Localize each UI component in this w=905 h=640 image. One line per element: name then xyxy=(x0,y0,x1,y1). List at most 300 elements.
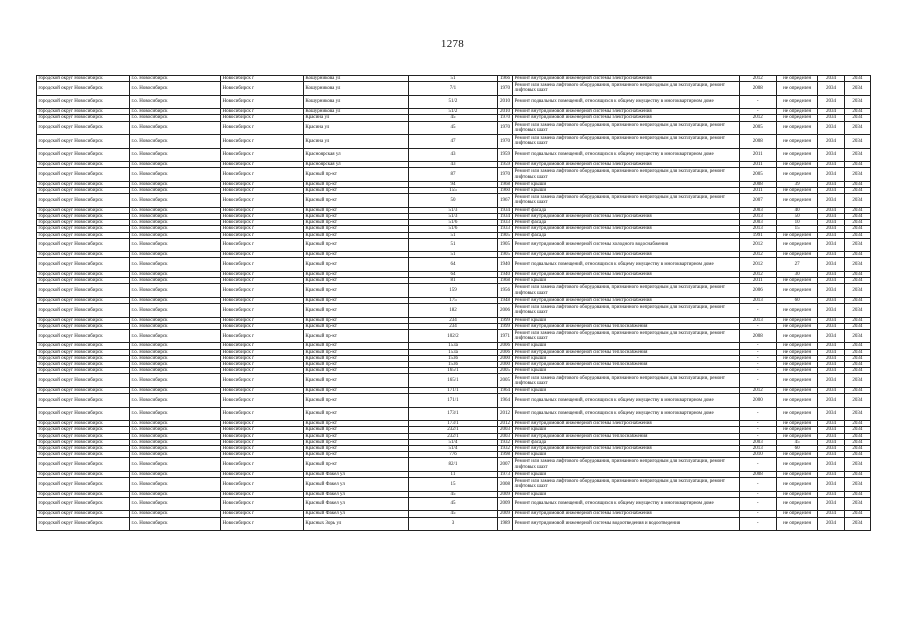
plan-end-year-cell: 2034 xyxy=(844,497,870,511)
house-number-cell: 155 xyxy=(408,188,497,194)
settlement-cell: г.о. Новосибирск xyxy=(130,349,221,355)
table-row xyxy=(37,148,871,162)
house-number-cell: 51/3 xyxy=(408,213,497,219)
house-number-cell: 173/1 xyxy=(408,407,497,421)
wear-percent-cell: не определен xyxy=(776,284,817,298)
street-cell: Красный пр-кт xyxy=(303,394,408,408)
house-number-cell: 50 xyxy=(408,194,497,208)
build-year-cell: 1970 xyxy=(497,121,512,135)
settlement-cell: г.о. Новосибирск xyxy=(130,304,221,318)
plan-end-year-cell: 2034 xyxy=(844,491,870,497)
last-repair-year-cell: - xyxy=(739,427,776,433)
build-year-cell: 2006 xyxy=(497,304,512,318)
table-row xyxy=(37,194,871,208)
last-repair-year-cell: 2012 xyxy=(739,258,776,272)
house-number-cell: 159 xyxy=(408,284,497,298)
settlement-cell: г.о. Новосибирск xyxy=(130,95,221,109)
wear-percent-cell: не определен xyxy=(776,394,817,408)
repair-work-cell: Ремонт подвальных помещений, относящихся к общему имуществу в многоквартирном доме xyxy=(513,258,739,272)
locality-cell: Новосибирск г xyxy=(220,355,303,361)
locality-cell: Новосибирск г xyxy=(220,121,303,135)
locality-cell: Новосибирск г xyxy=(220,329,303,343)
last-repair-year-cell: 2000 xyxy=(739,394,776,408)
repair-work-cell: Ремонт фасада xyxy=(513,220,739,226)
build-year-cell: 1960 xyxy=(497,188,512,194)
last-repair-year-cell: 2008 xyxy=(739,471,776,477)
municipality-cell: городской округ Новосибирск xyxy=(37,194,130,208)
house-number-cell: 153а xyxy=(408,343,497,349)
repair-work-cell: Ремонт или замена лифтового оборудования, признанного непригодным для эксплуатации, ремонт лифтовых шахт xyxy=(513,329,739,343)
build-year-cell: 1933 xyxy=(497,226,512,232)
house-number-cell: 45 xyxy=(408,115,497,121)
wear-percent-cell: не определен xyxy=(776,194,817,208)
capital-repair-register-table xyxy=(36,75,871,531)
plan-start-year-cell: 2034 xyxy=(818,387,844,393)
last-repair-year-cell: 2012 xyxy=(739,115,776,121)
last-repair-year-cell: - xyxy=(739,304,776,318)
last-repair-year-cell: - xyxy=(739,421,776,427)
repair-work-cell: Ремонт крыши xyxy=(513,471,739,477)
plan-start-year-cell: 2034 xyxy=(818,135,844,149)
house-number-cell: 171/1 xyxy=(408,387,497,393)
settlement-cell: г.о. Новосибирск xyxy=(130,491,221,497)
house-number-cell: 51/6 xyxy=(408,220,497,226)
municipality-cell: городской округ Новосибирск xyxy=(37,329,130,343)
house-number-cell: 232/1 xyxy=(408,433,497,439)
wear-percent-cell: не определен xyxy=(776,162,817,168)
build-year-cell: 2008 xyxy=(497,478,512,492)
plan-start-year-cell: 2034 xyxy=(818,271,844,277)
last-repair-year-cell: - xyxy=(739,458,776,472)
settlement-cell: г.о. Новосибирск xyxy=(130,207,221,213)
plan-end-year-cell: 2034 xyxy=(844,349,870,355)
locality-cell: Новосибирск г xyxy=(220,115,303,121)
wear-percent-cell: не определен xyxy=(776,517,817,531)
plan-start-year-cell: 2034 xyxy=(818,148,844,162)
street-cell: Красный Факел ул xyxy=(303,471,408,477)
build-year-cell: 1970 xyxy=(497,168,512,182)
municipality-cell: городской округ Новосибирск xyxy=(37,445,130,451)
plan-start-year-cell: 2034 xyxy=(818,433,844,439)
repair-work-cell: Ремонт внутридомовой инженерной системы электроснабжения xyxy=(513,511,739,517)
locality-cell: Новосибирск г xyxy=(220,168,303,182)
settlement-cell: г.о. Новосибирск xyxy=(130,181,221,187)
build-year-cell: 1905 xyxy=(497,238,512,252)
street-cell: Кошурникова ул xyxy=(303,95,408,109)
last-repair-year-cell: 2007 xyxy=(739,194,776,208)
settlement-cell: г.о. Новосибирск xyxy=(130,439,221,445)
locality-cell: Новосибирск г xyxy=(220,194,303,208)
house-number-cell: 15 xyxy=(408,478,497,492)
house-number-cell: 165/1 xyxy=(408,368,497,374)
table-row xyxy=(37,121,871,135)
municipality-cell: городской округ Новосибирск xyxy=(37,220,130,226)
last-repair-year-cell: 2003 xyxy=(739,439,776,445)
settlement-cell: г.о. Новосибирск xyxy=(130,258,221,272)
plan-start-year-cell: 2034 xyxy=(818,194,844,208)
locality-cell: Новосибирск г xyxy=(220,297,303,303)
settlement-cell: г.о. Новосибирск xyxy=(130,478,221,492)
municipality-cell: городской округ Новосибирск xyxy=(37,148,130,162)
plan-end-year-cell: 2034 xyxy=(844,148,870,162)
plan-start-year-cell: 2034 xyxy=(818,188,844,194)
repair-work-cell: Ремонт крыши xyxy=(513,317,739,323)
settlement-cell: г.о. Новосибирск xyxy=(130,394,221,408)
build-year-cell: 1999 xyxy=(497,317,512,323)
settlement-cell: г.о. Новосибирск xyxy=(130,121,221,135)
wear-percent-cell: 60 xyxy=(776,445,817,451)
wear-percent-cell: 39 xyxy=(776,181,817,187)
street-cell: Красный пр-кт xyxy=(303,355,408,361)
settlement-cell: г.о. Новосибирск xyxy=(130,238,221,252)
plan-start-year-cell: 2034 xyxy=(818,121,844,135)
plan-end-year-cell: 2034 xyxy=(844,213,870,219)
repair-work-cell: Ремонт крыши xyxy=(513,181,739,187)
street-cell: Кошурникова ул xyxy=(303,109,408,115)
repair-work-cell: Ремонт внутридомовой инженерной системы электроснабжения xyxy=(513,421,739,427)
last-repair-year-cell: 2008 xyxy=(739,82,776,96)
last-repair-year-cell: 2008 xyxy=(739,181,776,187)
locality-cell: Новосибирск г xyxy=(220,317,303,323)
house-number-cell: 3 xyxy=(408,517,497,531)
house-number-cell: 171/1 xyxy=(408,394,497,408)
wear-percent-cell: 60 xyxy=(776,297,817,303)
last-repair-year-cell: - xyxy=(739,109,776,115)
plan-start-year-cell: 2034 xyxy=(818,220,844,226)
plan-start-year-cell: 2034 xyxy=(818,278,844,284)
table-row xyxy=(37,517,871,531)
settlement-cell: г.о. Новосибирск xyxy=(130,226,221,232)
plan-end-year-cell: 2034 xyxy=(844,76,870,82)
repair-work-cell: Ремонт подвальных помещений, относящихся к общему имуществу в многоквартирном доме xyxy=(513,497,739,511)
locality-cell: Новосибирск г xyxy=(220,188,303,194)
municipality-cell: городской округ Новосибирск xyxy=(37,407,130,421)
locality-cell: Новосибирск г xyxy=(220,491,303,497)
settlement-cell: г.о. Новосибирск xyxy=(130,162,221,168)
house-number-cell: 51 xyxy=(408,232,497,238)
plan-end-year-cell: 2034 xyxy=(844,271,870,277)
municipality-cell: городской округ Новосибирск xyxy=(37,213,130,219)
build-year-cell: 2000 xyxy=(497,355,512,361)
plan-end-year-cell: 2034 xyxy=(844,368,870,374)
build-year-cell: 1970 xyxy=(497,115,512,121)
settlement-cell: г.о. Новосибирск xyxy=(130,471,221,477)
municipality-cell: городской округ Новосибирск xyxy=(37,135,130,149)
street-cell: Красный пр-кт xyxy=(303,252,408,258)
municipality-cell: городской округ Новосибирск xyxy=(37,362,130,368)
plan-end-year-cell: 2034 xyxy=(844,194,870,208)
plan-end-year-cell: 2034 xyxy=(844,95,870,109)
plan-end-year-cell: 2034 xyxy=(844,226,870,232)
wear-percent-cell: не определен xyxy=(776,278,817,284)
house-number-cell: 11 xyxy=(408,471,497,477)
locality-cell: Новосибирск г xyxy=(220,374,303,388)
repair-work-cell: Ремонт внутридомовой инженерной системы электроснабжения xyxy=(513,271,739,277)
settlement-cell: г.о. Новосибирск xyxy=(130,109,221,115)
municipality-cell: городской округ Новосибирск xyxy=(37,297,130,303)
last-repair-year-cell: - xyxy=(739,517,776,531)
last-repair-year-cell: - xyxy=(739,374,776,388)
settlement-cell: г.о. Новосибирск xyxy=(130,329,221,343)
municipality-cell: городской округ Новосибирск xyxy=(37,323,130,329)
house-number-cell: 234 xyxy=(408,323,497,329)
plan-end-year-cell: 2034 xyxy=(844,278,870,284)
locality-cell: Новосибирск г xyxy=(220,343,303,349)
plan-start-year-cell: 2034 xyxy=(818,497,844,511)
plan-start-year-cell: 2034 xyxy=(818,207,844,213)
street-cell: Красный пр-кт xyxy=(303,427,408,433)
municipality-cell: городской округ Новосибирск xyxy=(37,471,130,477)
house-number-cell: 64 xyxy=(408,271,497,277)
house-number-cell: 51/3 xyxy=(408,207,497,213)
municipality-cell: городской округ Новосибирск xyxy=(37,497,130,511)
street-cell: Красный пр-кт xyxy=(303,220,408,226)
table-row xyxy=(37,374,871,388)
last-repair-year-cell: 2005 xyxy=(739,121,776,135)
street-cell: Красный пр-кт xyxy=(303,188,408,194)
repair-work-cell: Ремонт или замена лифтового оборудования, признанного непригодным для эксплуатации, ремонт лифтовых шахт xyxy=(513,194,739,208)
repair-work-cell: Ремонт или замена лифтового оборудования, признанного непригодным для эксплуатации, ремонт лифтовых шахт xyxy=(513,478,739,492)
plan-start-year-cell: 2034 xyxy=(818,95,844,109)
locality-cell: Новосибирск г xyxy=(220,258,303,272)
locality-cell: Новосибирск г xyxy=(220,349,303,355)
repair-work-cell: Ремонт внутридомовой инженерной системы электроснабжения xyxy=(513,226,739,232)
plan-end-year-cell: 2034 xyxy=(844,478,870,492)
settlement-cell: г.о. Новосибирск xyxy=(130,148,221,162)
wear-percent-cell: не определен xyxy=(776,317,817,323)
wear-percent-cell: не определен xyxy=(776,478,817,492)
last-repair-year-cell: 2011 xyxy=(739,148,776,162)
plan-end-year-cell: 2034 xyxy=(844,252,870,258)
repair-work-cell: Ремонт крыши xyxy=(513,387,739,393)
plan-start-year-cell: 2034 xyxy=(818,445,844,451)
repair-work-cell: Ремонт крыши xyxy=(513,427,739,433)
street-cell: Красных Зорь ул xyxy=(303,517,408,531)
street-cell: Красный пр-кт xyxy=(303,258,408,272)
wear-percent-cell: не определен xyxy=(776,368,817,374)
settlement-cell: г.о. Новосибирск xyxy=(130,323,221,329)
table-row xyxy=(37,407,871,421)
plan-end-year-cell: 2034 xyxy=(844,355,870,361)
plan-end-year-cell: 2034 xyxy=(844,115,870,121)
locality-cell: Новосибирск г xyxy=(220,220,303,226)
street-cell: Красина ул xyxy=(303,121,408,135)
wear-percent-cell: не определен xyxy=(776,323,817,329)
plan-end-year-cell: 2034 xyxy=(844,387,870,393)
wear-percent-cell: не определен xyxy=(776,95,817,109)
table-row xyxy=(37,168,871,182)
plan-start-year-cell: 2034 xyxy=(818,452,844,458)
repair-work-cell: Ремонт или замена лифтового оборудования, признанного непригодным для эксплуатации, ремонт лифтовых шахт xyxy=(513,168,739,182)
street-cell: Красный пр-кт xyxy=(303,407,408,421)
street-cell: Красный Факел ул xyxy=(303,491,408,497)
last-repair-year-cell: 2006 xyxy=(739,284,776,298)
plan-end-year-cell: 2034 xyxy=(844,323,870,329)
settlement-cell: г.о. Новосибирск xyxy=(130,278,221,284)
last-repair-year-cell: - xyxy=(739,323,776,329)
table-row xyxy=(37,258,871,272)
build-year-cell: 2007 xyxy=(497,458,512,472)
street-cell: Красина ул xyxy=(303,115,408,121)
last-repair-year-cell: 1991 xyxy=(739,232,776,238)
house-number-cell: 47 xyxy=(408,135,497,149)
build-year-cell: 1964 xyxy=(497,387,512,393)
build-year-cell: 1940 xyxy=(497,258,512,272)
plan-start-year-cell: 2034 xyxy=(818,374,844,388)
build-year-cell: 2003 xyxy=(497,433,512,439)
wear-percent-cell: 15 xyxy=(776,226,817,232)
street-cell: Красный пр-кт xyxy=(303,297,408,303)
repair-work-cell: Ремонт внутридомовой инженерной системы холодного водоснабжения xyxy=(513,238,739,252)
house-number-cell: 153а xyxy=(408,349,497,355)
plan-end-year-cell: 2034 xyxy=(844,168,870,182)
locality-cell: Новосибирск г xyxy=(220,148,303,162)
house-number-cell: 45 xyxy=(408,511,497,517)
street-cell: Красный пр-кт xyxy=(303,194,408,208)
locality-cell: Новосибирск г xyxy=(220,407,303,421)
municipality-cell: городской округ Новосибирск xyxy=(37,349,130,355)
house-number-cell: 102/2 xyxy=(408,329,497,343)
wear-percent-cell: не определен xyxy=(776,407,817,421)
plan-end-year-cell: 2034 xyxy=(844,304,870,318)
locality-cell: Новосибирск г xyxy=(220,232,303,238)
plan-start-year-cell: 2034 xyxy=(818,317,844,323)
repair-work-cell: Ремонт крыши xyxy=(513,278,739,284)
municipality-cell: городской округ Новосибирск xyxy=(37,226,130,232)
plan-end-year-cell: 2034 xyxy=(844,258,870,272)
plan-end-year-cell: 2034 xyxy=(844,374,870,388)
street-cell: Красный пр-кт xyxy=(303,232,408,238)
plan-start-year-cell: 2034 xyxy=(818,439,844,445)
locality-cell: Новосибирск г xyxy=(220,278,303,284)
repair-work-cell: Ремонт внутридомовой инженерной системы электроснабжения xyxy=(513,445,739,451)
locality-cell: Новосибирск г xyxy=(220,394,303,408)
wear-percent-cell: не определен xyxy=(776,452,817,458)
locality-cell: Новосибирск г xyxy=(220,471,303,477)
municipality-cell: городской округ Новосибирск xyxy=(37,252,130,258)
settlement-cell: г.о. Новосибирск xyxy=(130,194,221,208)
municipality-cell: городской округ Новосибирск xyxy=(37,95,130,109)
wear-percent-cell: не определен xyxy=(776,387,817,393)
street-cell: Красный пр-кт xyxy=(303,374,408,388)
repair-work-cell: Ремонт или замена лифтового оборудования, признанного непригодным для эксплуатации, ремонт лифтовых шахт xyxy=(513,284,739,298)
municipality-cell: городской округ Новосибирск xyxy=(37,458,130,472)
repair-work-cell: Ремонт внутридомовой инженерной системы теплоснабжения xyxy=(513,433,739,439)
locality-cell: Новосибирск г xyxy=(220,323,303,329)
plan-start-year-cell: 2034 xyxy=(818,491,844,497)
plan-start-year-cell: 2034 xyxy=(818,394,844,408)
municipality-cell: городской округ Новосибирск xyxy=(37,188,130,194)
plan-start-year-cell: 2034 xyxy=(818,252,844,258)
last-repair-year-cell: 2013 xyxy=(739,445,776,451)
street-cell: Красный пр-кт xyxy=(303,238,408,252)
house-number-cell: 45 xyxy=(408,491,497,497)
repair-work-cell: Ремонт фасада xyxy=(513,439,739,445)
repair-work-cell: Ремонт крыши xyxy=(513,491,739,497)
municipality-cell: городской округ Новосибирск xyxy=(37,258,130,272)
locality-cell: Новосибирск г xyxy=(220,226,303,232)
plan-start-year-cell: 2034 xyxy=(818,343,844,349)
municipality-cell: городской округ Новосибирск xyxy=(37,394,130,408)
street-cell: Красный пр-кт xyxy=(303,213,408,219)
locality-cell: Новосибирск г xyxy=(220,135,303,149)
locality-cell: Новосибирск г xyxy=(220,271,303,277)
build-year-cell: 1956 xyxy=(497,284,512,298)
locality-cell: Новосибирск г xyxy=(220,95,303,109)
house-number-cell: 51/6 xyxy=(408,226,497,232)
street-cell: Красный Факел ул xyxy=(303,497,408,511)
plan-start-year-cell: 2034 xyxy=(818,82,844,96)
build-year-cell: 1967 xyxy=(497,194,512,208)
wear-percent-cell: 40 xyxy=(776,207,817,213)
street-cell: Красный пр-кт xyxy=(303,329,408,343)
street-cell: Красный пр-кт xyxy=(303,445,408,451)
table-row xyxy=(37,458,871,472)
last-repair-year-cell: - xyxy=(739,478,776,492)
municipality-cell: городской округ Новосибирск xyxy=(37,343,130,349)
municipality-cell: городской округ Новосибирск xyxy=(37,433,130,439)
street-cell: Красный пр-кт xyxy=(303,323,408,329)
plan-start-year-cell: 2034 xyxy=(818,76,844,82)
table-row xyxy=(37,329,871,343)
plan-end-year-cell: 2034 xyxy=(844,188,870,194)
house-number-cell: 7/1 xyxy=(408,82,497,96)
house-number-cell: 51/4 xyxy=(408,445,497,451)
table-row xyxy=(37,238,871,252)
repair-work-cell: Ремонт крыши xyxy=(513,452,739,458)
last-repair-year-cell: 2003 xyxy=(739,220,776,226)
plan-end-year-cell: 2034 xyxy=(844,121,870,135)
settlement-cell: г.о. Новосибирск xyxy=(130,497,221,511)
plan-end-year-cell: 2034 xyxy=(844,135,870,149)
plan-end-year-cell: 2034 xyxy=(844,82,870,96)
settlement-cell: г.о. Новосибирск xyxy=(130,452,221,458)
plan-end-year-cell: 2034 xyxy=(844,452,870,458)
street-cell: Красный Факел ул xyxy=(303,478,408,492)
settlement-cell: г.о. Новосибирск xyxy=(130,355,221,361)
plan-end-year-cell: 2034 xyxy=(844,407,870,421)
wear-percent-cell: 10 xyxy=(776,220,817,226)
settlement-cell: г.о. Новосибирск xyxy=(130,517,221,531)
plan-start-year-cell: 2034 xyxy=(818,427,844,433)
repair-work-cell: Ремонт подвальных помещений, относящихся к общему имуществу в многоквартирном доме xyxy=(513,95,739,109)
house-number-cell: 45 xyxy=(408,121,497,135)
street-cell: Красный пр-кт xyxy=(303,207,408,213)
settlement-cell: г.о. Новосибирск xyxy=(130,115,221,121)
locality-cell: Новосибирск г xyxy=(220,109,303,115)
wear-percent-cell: 45 xyxy=(776,439,817,445)
plan-start-year-cell: 2034 xyxy=(818,213,844,219)
house-number-cell: 51/2 xyxy=(408,95,497,109)
last-repair-year-cell: 2012 xyxy=(739,76,776,82)
settlement-cell: г.о. Новосибирск xyxy=(130,427,221,433)
municipality-cell: городской округ Новосибирск xyxy=(37,304,130,318)
municipality-cell: городской округ Новосибирск xyxy=(37,76,130,82)
wear-percent-cell: не определен xyxy=(776,343,817,349)
last-repair-year-cell: 2010 xyxy=(739,452,776,458)
last-repair-year-cell: - xyxy=(739,95,776,109)
plan-end-year-cell: 2034 xyxy=(844,445,870,451)
plan-start-year-cell: 2034 xyxy=(818,407,844,421)
plan-start-year-cell: 2034 xyxy=(818,168,844,182)
wear-percent-cell: не определен xyxy=(776,497,817,511)
wear-percent-cell: 50 xyxy=(776,213,817,219)
repair-work-cell: Ремонт внутридомовой инженерной системы электроснабжения xyxy=(513,109,739,115)
build-year-cell: 1934 xyxy=(497,207,512,213)
build-year-cell: 1966 xyxy=(497,76,512,82)
build-year-cell: 1905 xyxy=(497,252,512,258)
locality-cell: Новосибирск г xyxy=(220,82,303,96)
